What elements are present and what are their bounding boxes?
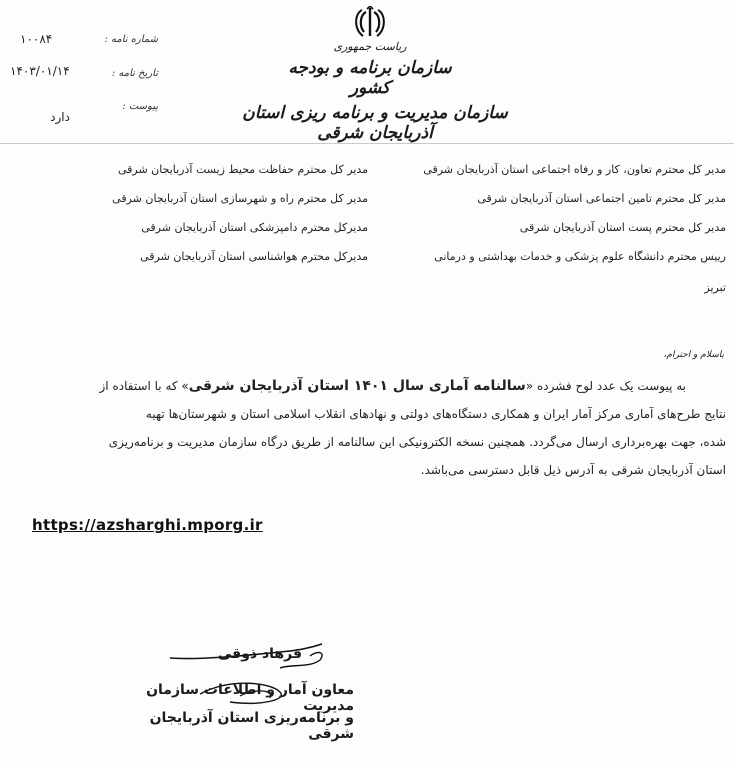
body-line-3: شده، جهت بهره‌برداری ارسال می‌گردد. همچنین نسخه الکترونیکی این سالنامه از طریق درگاه سازمان مدیریت و برنامه‌ریزی bbox=[108, 435, 726, 449]
body-line-2: نتایج طرح‌های آماری مرکز آمار ایران و همکاری دستگاه‌های دولتی و نهادهای انقلاب اسلامی استان و شهرستان‌ها تهیه bbox=[145, 407, 726, 421]
recipient-item: مدیر کل محترم حفاظت محیط زیست آذربایجان شرقی bbox=[117, 163, 368, 176]
body-line-4: استان آذربایجان شرقی به آدرس ذیل قابل دسترسی می‌باشد. bbox=[420, 463, 726, 477]
letter-number-value: ۱۰۰۸۴ bbox=[20, 32, 53, 46]
org-title-national: سازمان برنامه و بودجه کشور bbox=[288, 58, 452, 98]
attachment-value: دارد bbox=[50, 110, 70, 124]
portal-link[interactable]: https://azsharghi.mporg.ir bbox=[32, 516, 263, 534]
letter-body bbox=[11, 372, 726, 484]
salutation: باسلام و احترام، bbox=[663, 350, 724, 360]
recipient-item: رییس محترم دانشگاه علوم پزشکی و خدمات بهداشتی و درمانی bbox=[434, 250, 726, 263]
yearbook-title: سالنامه آماری سال ۱۴۰۱ استان آذربایجان شرقی bbox=[188, 378, 526, 394]
recipient-item: مدیر کل محترم پست استان آذربایجان شرقی bbox=[519, 221, 726, 234]
letter-date-value: ۱۴۰۳/۰۱/۱۴ bbox=[10, 64, 70, 78]
letter-number-label: شماره نامه : bbox=[104, 34, 158, 45]
letter-date-label: تاریخ نامه : bbox=[111, 68, 158, 79]
org-title-provincial: سازمان مدیریت و برنامه ریزی استان آذربایجان شرقی bbox=[242, 103, 508, 143]
signatory-name: فرهاد ذوقی bbox=[217, 646, 302, 662]
signatory-title-line-2: و برنامه‌ریزی استان آذربایجان شرقی bbox=[149, 710, 354, 742]
body-line-1: به پیوست یک عدد لوح فشرده «سالنامه آماری سال ۱۴۰۱ استان آذربایجان شرقی» که با استفاده از bbox=[99, 378, 686, 394]
recipient-item: مدیر کل محترم تعاون، کار و رفاه اجتماعی استان آذربایجان شرقی bbox=[423, 163, 726, 176]
recipient-item: مدیر کل محترم راه و شهرسازی استان آذربایجان شرقی bbox=[112, 192, 368, 205]
signatory-title-line-1: معاون آمار و اطلاعات سازمان مدیریت bbox=[146, 682, 354, 714]
recipient-item: تبریز bbox=[704, 281, 726, 294]
header-divider bbox=[0, 143, 734, 144]
presidency-label: ریاست جمهوری bbox=[333, 40, 407, 53]
attachment-label: پیوست : bbox=[122, 101, 158, 112]
emblem-of-iran-icon bbox=[350, 6, 390, 42]
recipient-item: مدیرکل محترم هواشناسی استان آذربایجان شرقی bbox=[140, 250, 368, 263]
recipient-item: مدیرکل محترم دامپزشکی استان آذربایجان شرقی bbox=[141, 221, 368, 234]
recipient-item: مدیر کل محترم تامین اجتماعی استان آذربایجان شرقی bbox=[477, 192, 726, 205]
